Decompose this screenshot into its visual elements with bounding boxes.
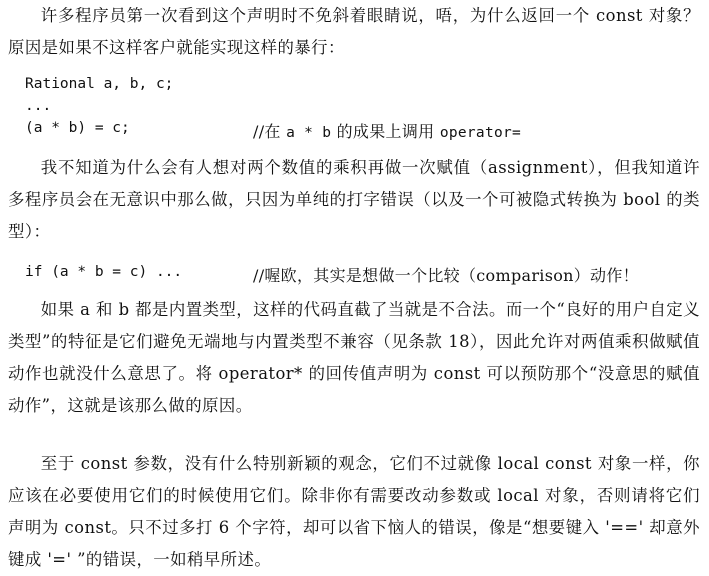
paragraph-why-return-const: 许多程序员第一次看到这个声明时不免斜着眼睛说，唔，为什么返回一个 const 对象？原因是如果不这样客户就能实现这样的暴行：	[8, 6, 700, 57]
comment-middle: 的成果上调用	[331, 122, 440, 141]
comment-prefix: //在	[253, 122, 287, 141]
paragraph-const-parameters: 至于 const 参数，没有什么特别新颖的观念，它们不过就像 local const 对象一样，你应该在必要使用它们的时候使用它们。除非你有需要改动参数或 local 对象，否则请将它们声明为 const。只不过多打 6 个字符，却可以省下恼人的错误，像是“想要键入 '==' 却意外键成 '=' ”的错误，一如稍早所述。	[8, 454, 700, 569]
paragraph-builtin-types: 如果 a 和 b 都是内置类型，这样的代码直截了当就是不合法。而一个“良好的用户自定义类型”的特征是它们避免无端地与内置类型不兼容（见条款 18），因此允许对两值乘积做赋值动作也就没什么意思了。将 operator* 的回传值声明为 const 可以预防那个“没意思的赋值动作”，这就是该那么做的原因。	[8, 300, 700, 415]
code-comment-comparison: //喔欧，其实是想做一个比较（comparison）动作！	[253, 266, 639, 285]
paragraph-assignment-typo: 我不知道为什么会有人想对两个数值的乘积再做一次赋值（assignment），但我知道许多程序员会在无意识中那么做，只因为单纯的打字错误（以及一个可被隐式转换为 bool 的类型）：	[8, 158, 700, 241]
code-line-if-typo: if (a * b = c) ...	[25, 264, 183, 280]
code-line-ellipsis: ...	[25, 98, 52, 114]
comment-operator-name: operator=	[439, 125, 522, 141]
code-line-assignment: (a * b) = c;	[25, 120, 130, 136]
code-comment-assignment	[253, 119, 521, 142]
comment-code-expression: a * b	[286, 125, 332, 141]
code-line-declaration: Rational a, b, c;	[25, 76, 174, 92]
